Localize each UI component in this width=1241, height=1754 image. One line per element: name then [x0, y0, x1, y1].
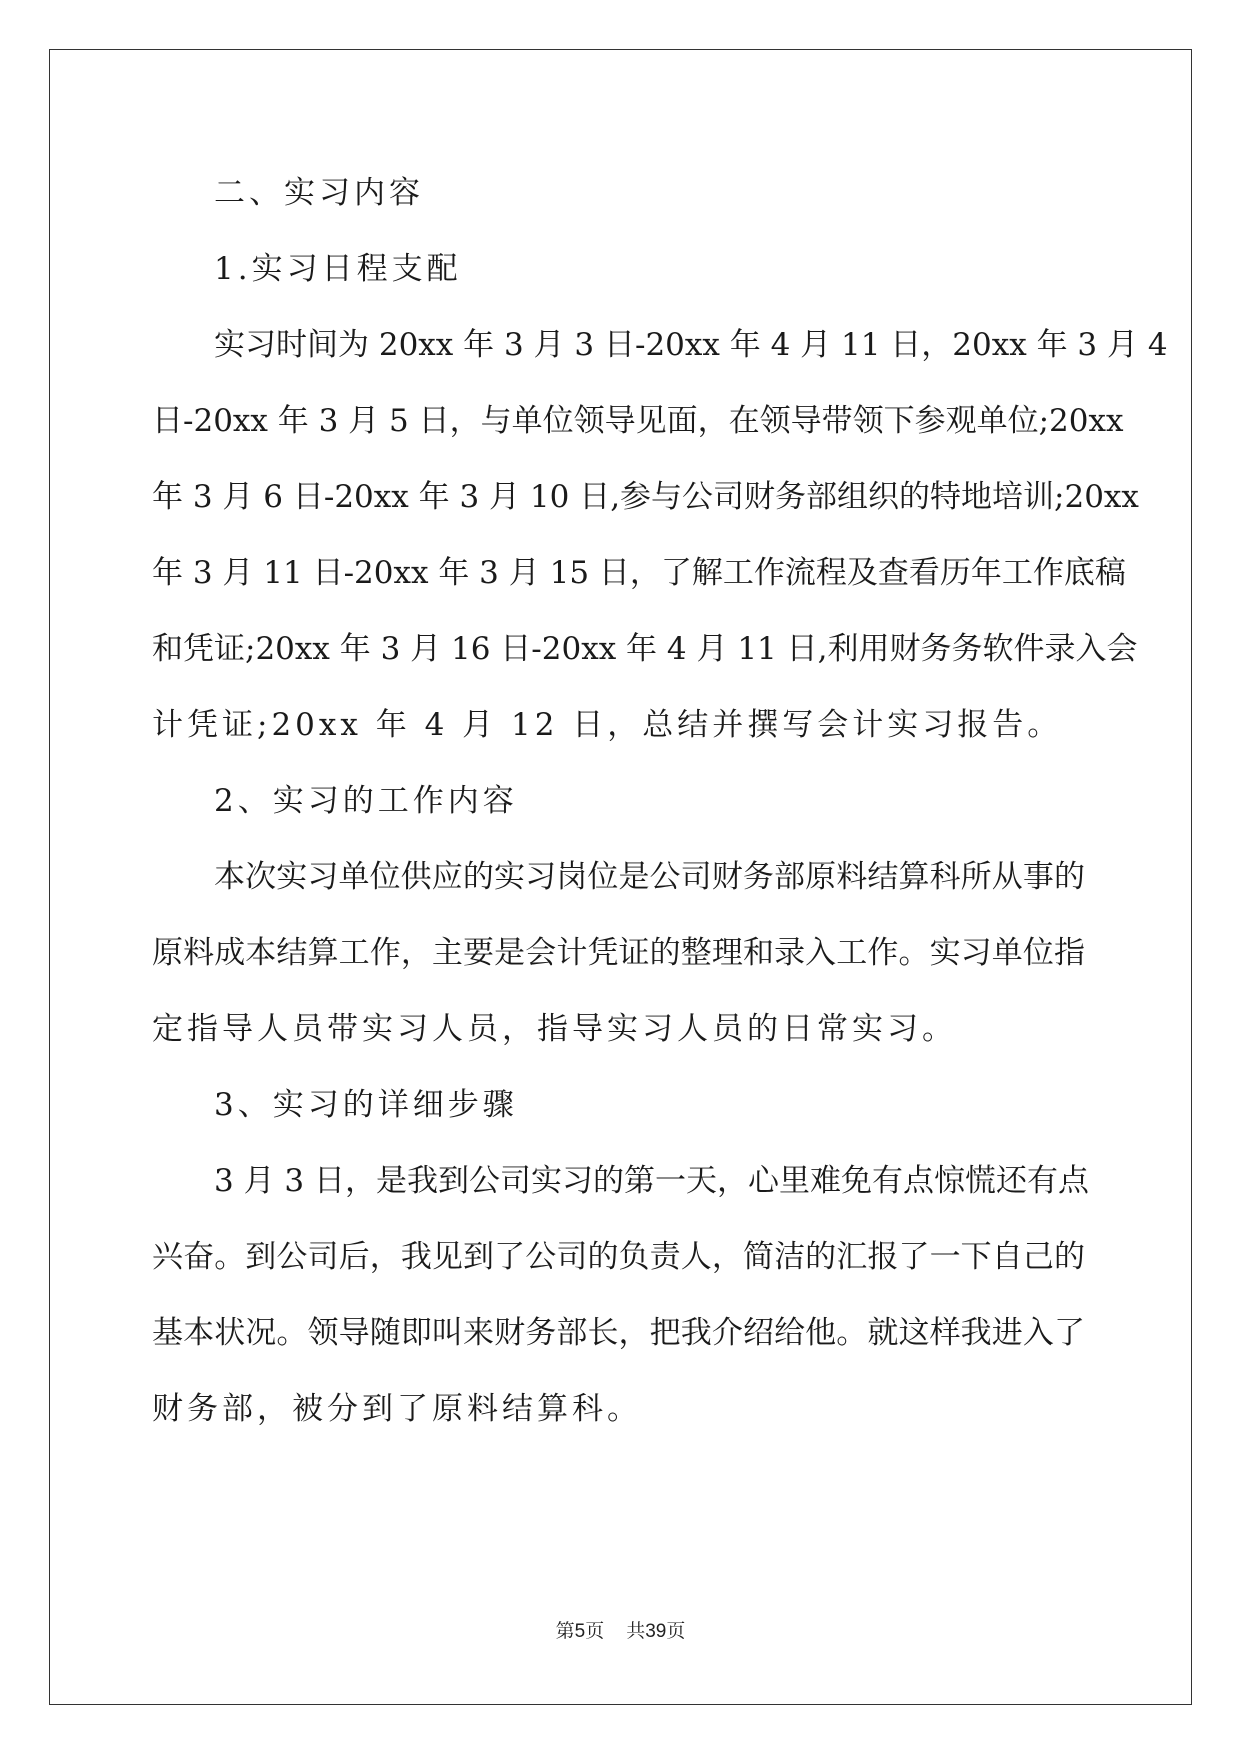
paragraph-line: 日-20xx 年 3 月 5 日，与单位领导见面，在领导带领下参观单位;20xx [152, 403, 1124, 439]
paragraph-line: 3 月 3 日，是我到公司实习的第一天，心里难免有点惊慌还有点 [214, 1163, 1090, 1199]
total-prefix: 共 [626, 1620, 646, 1642]
paragraph-line: 年 3 月 6 日-20xx 年 3 月 10 日,参与公司财务部组织的特地培训;20xx [152, 479, 1139, 515]
paragraph-line: 原料成本结算工作，主要是会计凭证的整理和录入工作。实习单位指 [152, 935, 1085, 971]
paragraph-line: 实习时间为 20xx 年 3 月 3 日-20xx 年 4 月 11 日，20xx 年 3 月 4 [214, 327, 1168, 363]
subsection-heading: 3、实习的详细步骤 [214, 1087, 518, 1123]
paragraph-line: 财务部，被分到了原料结算科。 [152, 1391, 642, 1427]
page-number: 5 [574, 1621, 586, 1642]
subsection-heading: 2、实习的工作内容 [214, 783, 518, 819]
paragraph-line: 兴奋。到公司后，我见到了公司的负责人，简洁的汇报了一下自己的 [152, 1239, 1085, 1275]
subsection-heading: 1.实习日程支配 [214, 251, 462, 287]
paragraph-line: 基本状况。领导随即叫来财务部长，把我介绍给他。就这样我进入了 [152, 1315, 1085, 1351]
paragraph-line: 年 3 月 11 日-20xx 年 3 月 15 日，了解工作流程及查看历年工作底稿 [152, 555, 1126, 591]
page-prefix: 第 [555, 1620, 575, 1642]
paragraph-line: 定指导人员带实习人员，指导实习人员的日常实习。 [152, 1011, 957, 1047]
total-pages: 39 [645, 1621, 667, 1642]
total-suffix: 页 [666, 1620, 686, 1642]
paragraph-line: 本次实习单位供应的实习岗位是公司财务部原料结算科所从事的 [214, 859, 1085, 895]
section-heading: 二、实习内容 [214, 175, 424, 211]
paragraph-line: 和凭证;20xx 年 3 月 16 日-20xx 年 4 月 11 日,利用财务务软件录入会 [152, 631, 1138, 667]
paragraph-line: 计凭证;20xx 年 4 月 12 日，总结并撰写会计实习报告。 [152, 707, 1063, 743]
page-footer [0, 1616, 1241, 1643]
document-body [152, 160, 1168, 1452]
page-suffix: 页 [585, 1620, 605, 1642]
